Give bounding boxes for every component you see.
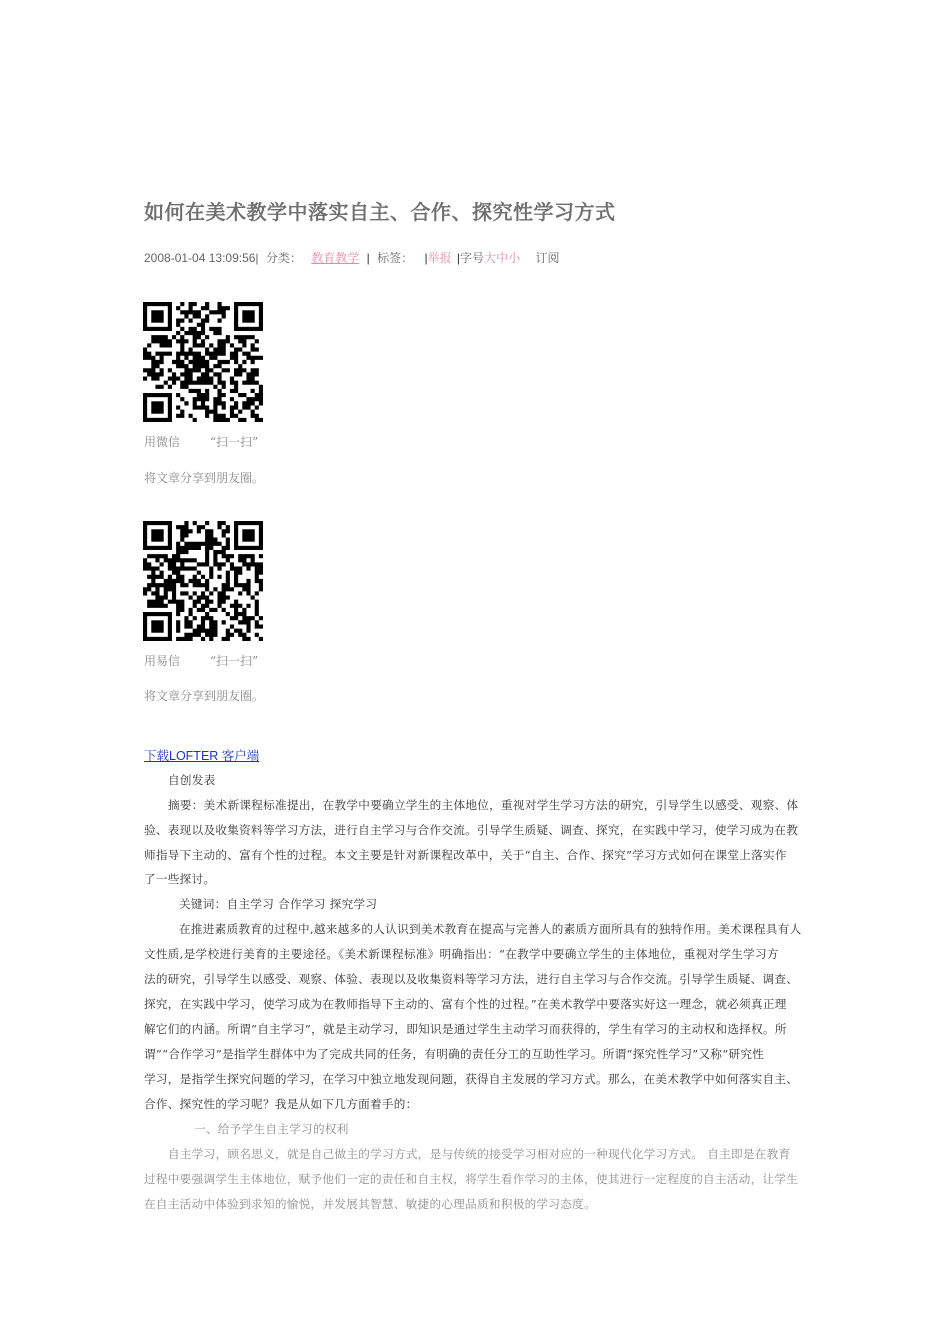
share-caption — [144, 652, 258, 669]
share-caption-app: 用易信 — [144, 654, 181, 668]
body-line: 师指导下主动的、富有个性的过程。本文主要是针对新课程改革中，关于“自主、合作、探究”学习方式如何在课堂上落实作 — [144, 848, 787, 862]
font-size-small[interactable]: 小 — [508, 251, 521, 265]
category-link[interactable]: 教育教学 — [311, 251, 360, 265]
body-line: 文性质,是学校进行美育的主要途径。《美术新课程标准》明确指出：“在教学中要确立学生的主体地位，重视对学生学习方 — [144, 947, 779, 961]
body-line: 在推进素质教育的过程中,越来越多的人认识到美术教育在提高与完善人的素质方面所具有的独特作用。美术课程具有人 — [179, 922, 802, 936]
report-link[interactable]: 举报 — [427, 251, 452, 265]
body-line: 合作、探究性的学习呢？我是从如下几方面着手的： — [144, 1097, 418, 1111]
share-caption-scan: “扫一扫” — [210, 654, 259, 668]
body-line: 法的研究，引导学生以感受、观察、体验、表现以及收集资料等学习方法，进行自主学习与合作交流。引导学生质疑、调查、 — [144, 972, 799, 986]
body-line: 摘要：美术新课程标准提出，在教学中要确立学生的主体地位，重视对学生学习方法的研究，引导学生以感受、观察、体 — [168, 798, 799, 812]
body-line: 验、表现以及收集资料等学习方法，进行自主学习与合作交流。引导学生质疑、调查、探究，在实践中学习，使学习成为在教 — [144, 823, 799, 837]
share-note: 将文章分享到朋友圈。 — [144, 471, 265, 485]
body-line: 谓”“合作学习”是指学生群体中为了完成共同的任务，有明确的责任分工的互助性学习。所谓“探究性学习”又称“研究性 — [144, 1047, 765, 1061]
body-line: 关键词：自主学习 合作学习 探究学习 — [179, 897, 378, 911]
category-label: 分类： — [265, 251, 302, 265]
page-title: 如何在美术教学中落实自主、合作、探究性学习方式 — [144, 200, 616, 224]
body-line: 了一些探讨。 — [144, 872, 216, 886]
share-note: 将文章分享到朋友圈。 — [144, 689, 265, 703]
body-line: 解它们的内涵。所谓“自主学习”，就是主动学习，即知识是通过学生主动学习而获得的，学生有学习的主动权和选择权。所 — [144, 1022, 787, 1036]
body-line: 自主学习，顾名思义，就是自己做主的学习方式，是与传统的接受学习相对应的一种现代化学习方式。 自主即是在教育 — [168, 1147, 791, 1161]
share-caption-scan: “扫一扫” — [210, 435, 259, 449]
share-caption-app: 用微信 — [144, 435, 181, 449]
download-lofter-link[interactable]: 下载LOFTER 客户端 — [144, 749, 260, 763]
subscribe-link[interactable]: 订阅 — [535, 251, 560, 265]
share-caption — [144, 433, 258, 450]
article-meta: 2008-01-04 13:09:56| 分类： 教育教学 | 标签： |举报 |字号大中小 订阅 — [144, 251, 560, 265]
body-line: 在自主活动中体验到求知的愉悦，并发展其智慧、敏捷的心理品质和积极的学习态度。 — [144, 1197, 596, 1211]
qr-code-icon — [143, 521, 263, 641]
font-size-medium[interactable]: 中 — [496, 251, 509, 265]
body-line: 学习，是指学生探究问题的学习，在学习中独立地发现问题，获得自主发展的学习方式。那么，在美术教学中如何落实自主、 — [144, 1072, 799, 1086]
tags-label: 标签： — [377, 251, 414, 265]
section-heading: 一、给予学生自主学习的权利 — [194, 1122, 349, 1136]
body-line: 过程中要强调学生主体地位，赋予他们一定的责任和自主权，将学生看作学习的主体，使其进行一定程度的自主活动，让学生 — [144, 1172, 799, 1186]
body-line: 探究，在实践中学习，使学习成为在教师指导下主动的、富有个性的过程。”在美术教学中要落实好这一理念，就必须真正理 — [144, 997, 787, 1011]
qr-code-icon — [143, 302, 263, 422]
font-size-large[interactable]: 大 — [484, 251, 497, 265]
body-line: 自创发表 — [168, 773, 216, 787]
font-size-label: 字号 — [460, 251, 485, 265]
post-date: 2008-01-04 13:09:56| — [144, 251, 259, 265]
